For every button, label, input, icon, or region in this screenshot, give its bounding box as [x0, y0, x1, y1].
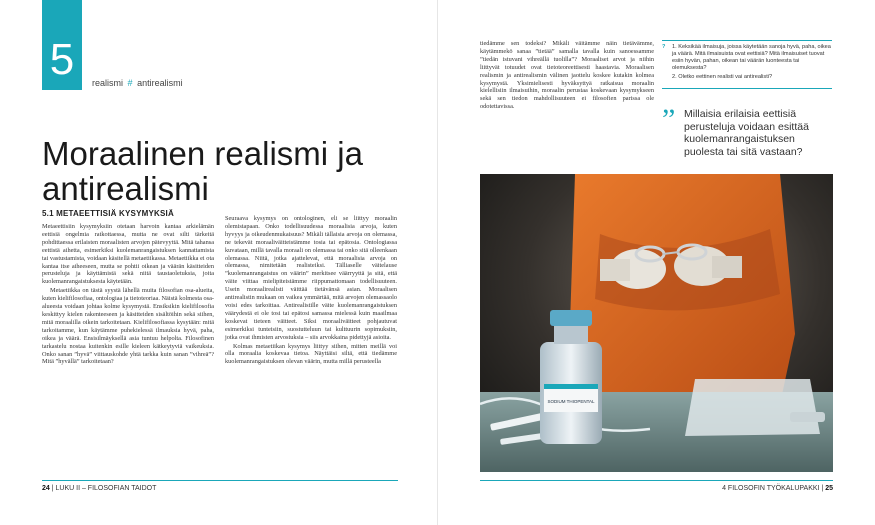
footer-left-text: LUKU II – FILOSOFIAN TAIDOT: [55, 485, 157, 492]
task-text-wrap: [672, 74, 772, 81]
right-page-column-1: [480, 40, 654, 112]
left-page-column-1: [42, 223, 214, 367]
footer-right-text: 4 FILOSOFIN TYÖKALUPAKKI: [722, 485, 820, 492]
paragraph: Kolmas metaetiikan kysymys liittyy siihen, mitten meillä voi olla moraalia koskevaa tietoa. Näyttäisi siltä, että tiedämme kuolemanrangaistuksen olevan väärin, mutta millä perusteella: [225, 342, 397, 366]
footer-right: 4 FILOSOFIN TYÖKALUPAKKI | 25: [722, 485, 833, 492]
left-glove-cuff: [600, 259, 630, 281]
footer-rule-left: [42, 480, 398, 481]
page-number-left: 24: [42, 485, 50, 492]
task-number: [662, 44, 672, 72]
chapter-title: Moraalinen realismi ja antirealismi: [42, 135, 363, 208]
iv-bag: [685, 379, 820, 436]
chapter-number: 5: [49, 35, 75, 84]
chapter-number-tab: [42, 0, 82, 90]
paragraph: Seuraava kysymys on ontologinen, eli se liittyy moraalin olemistapaan. Onko todellisuudessa moraalisia arvoja, kuten hyvyys ja oikeudenmukaisuus? Mikäli tällaisia arvoja on olemassa, ne tekevät moraaliväitteistämme tosia tai epätosia. Ontologiassa kuvataan, millä tavalla moraali on olemassa tai onko sitä olleenkaan olemassa. Niitä, jotka ajattelevat, että moraalisia arvoja on olemassa, nimitetään realisteiksi. Tälliaselle väitelause ”kuolemanrangaistus on väärin” merkitsee väärryyttä ja sitä, että väite viittaa mielipiteistämme riippumattomaan todellisuuteen. Usein moraalirealisti väittää tietävänsä asian. Moraalisen antirealistin mukaan on vaikea ymmärtää, mitä arvojen olemassaolo voisi edes tarkoittaa. Antirealistille väite kuolemanrangaistuksen väärydestä ei ole tosi tai epätosi samassa mielessä kuin maailmaa koskevat tieteen väitteet. Siksi moraaliväitteet pohjautuvat esimerkiksi tunteisiin, suostutteluun tai kulttuurin sopimuksiin, jotka ovat ihmisten arvostuksia – siis arvokkaina pidettyjä asioita.: [225, 215, 397, 341]
question-icon: ?: [662, 44, 666, 50]
task-item: [662, 74, 832, 81]
quote-mark-icon: ”: [662, 103, 676, 136]
task-text-1: Keksikää ilmaisuja, joissa käytetään sanoja hyvä, paha, oikea ja väärä. Mitä ilmaisuista ovat eettisiä? Mitä ilmaisuiset tuovat esiin hyvän, pahan, oikean tai väärän luonteesta tai olemuksesta?: [672, 44, 831, 71]
footer-rule-right: [480, 480, 833, 481]
photo-prisoner-handcuffs-vial: [480, 174, 833, 472]
paragraph: Metaetiikka on tästä syystä lähellä muita filosofian osa-alueita, kuten kielifilosofiaa, ontologiaa ja tietoteoriaa. Näistä kolmesta osa-alueesta voidaan johtaa kolme kysymystä. Ensiksikin kielifilosofia keskittyy kielen rakenteeseen ja käsitteiden sisältöihin sekä siihen, mitä moraalilla oikein tarkoitetaan. Kielifilosofiassa kysytään: mitä tarkoitamme, kun käytämme puhekielessä ilmauksia hyvä, paha, oikea ja väärä. Ensisilmäyksellä asia tuntuu helpolta. Filosofinen tarkastelu nostaa kuitenkin esille kieleen kätkeytyviä vaikeuksia. Onko sanan ”hyvä” viittauskohde yhtä tarkka kuin sanan ”vihreä”? Mitä ”hyvällä” tarkoitetaan?: [42, 287, 214, 366]
chapter-tags: [92, 78, 183, 88]
task-number-2: 2.: [672, 74, 677, 80]
footer-left: 24 | LUKU II – FILOSOFIAN TAIDOT: [42, 485, 157, 492]
quote-text: Millaisia erilaisia eettisiä perusteluja voidaan esittää kuolemanrangaistuksen puolesta tai sitä vastaan?: [684, 108, 809, 158]
vial-label-stripe: [544, 384, 598, 389]
task-number-1: 1.: [672, 44, 677, 50]
vial-neck: [554, 324, 588, 344]
vial-label: SODIUM THIOPENTAL: [547, 399, 595, 404]
chapter-tag-1: realismi: [92, 78, 124, 88]
iv-bag-cap: [790, 412, 825, 422]
task-text-wrap: [672, 44, 832, 72]
page-number-right: 25: [825, 485, 833, 492]
pull-quote: [662, 103, 834, 158]
paragraph: tiedämme sen todeksi? Mikäli väitämme näin tietävämme, käytämmekö sanaa ”tietää” samalla tavalla kuin sanoessamme ”tiedän istuvani vihreällä tuolilla”? Moraaliset arvot ja niihin liittyvät totuudet ovat tietoteoreettisesti haastavia. Moraalisen realismin ja antirealismin välinen jaottelu koskee kutakin kolmea kysymystä. Yksimielisesti hyväksyttyä ratkaisua moraalin kielellisiin ilmaisuihin, moraalin perustaa koskevaan kysymykseen sekä sen tiedon mahdollisuuteen ei filosofien parissa ole odotettavissa.: [480, 40, 654, 111]
chapter-tag-2: antirealismi: [137, 78, 183, 88]
vial-cap: [550, 310, 592, 326]
chapter-tag-separator: #: [127, 78, 133, 88]
page-spread-divider: [437, 0, 438, 525]
task-text-2: Oletko eettinen realisti vai antirealisti?: [678, 74, 773, 80]
task-box: [662, 40, 832, 89]
task-item: [662, 44, 832, 72]
left-page-column-2: [225, 215, 397, 367]
right-glove-cuff: [712, 256, 742, 278]
task-number-spacer: [662, 74, 672, 81]
paragraph: Metaeettisiin kysymyksiin otetaan harvoin kantaa arkielämän eettisiä ongelmia ratkottaessa, mutta ne ovat silti tärkeitä pohdittaessa erilaisten moraalisten arvojen pätevyyttä. Mitä tahansa eettistä aihetta, esimerkiksi kuolemanrangaistuksen kannattamista tai vastustamista, voidaan käsitellä metaetiikassa. Metaetiikka ei ota kantaa itse aiheeseen, mutta se pohtii oikean ja väärän käsitteiden perusteluja ja käyttämistä sekä niitä taustaoletuksia, joita kuolemanrangaistuksesta käytetään.: [42, 223, 214, 286]
section-heading: 5.1 METAEETTISIÄ KYSYMYKSIÄ: [42, 209, 174, 218]
